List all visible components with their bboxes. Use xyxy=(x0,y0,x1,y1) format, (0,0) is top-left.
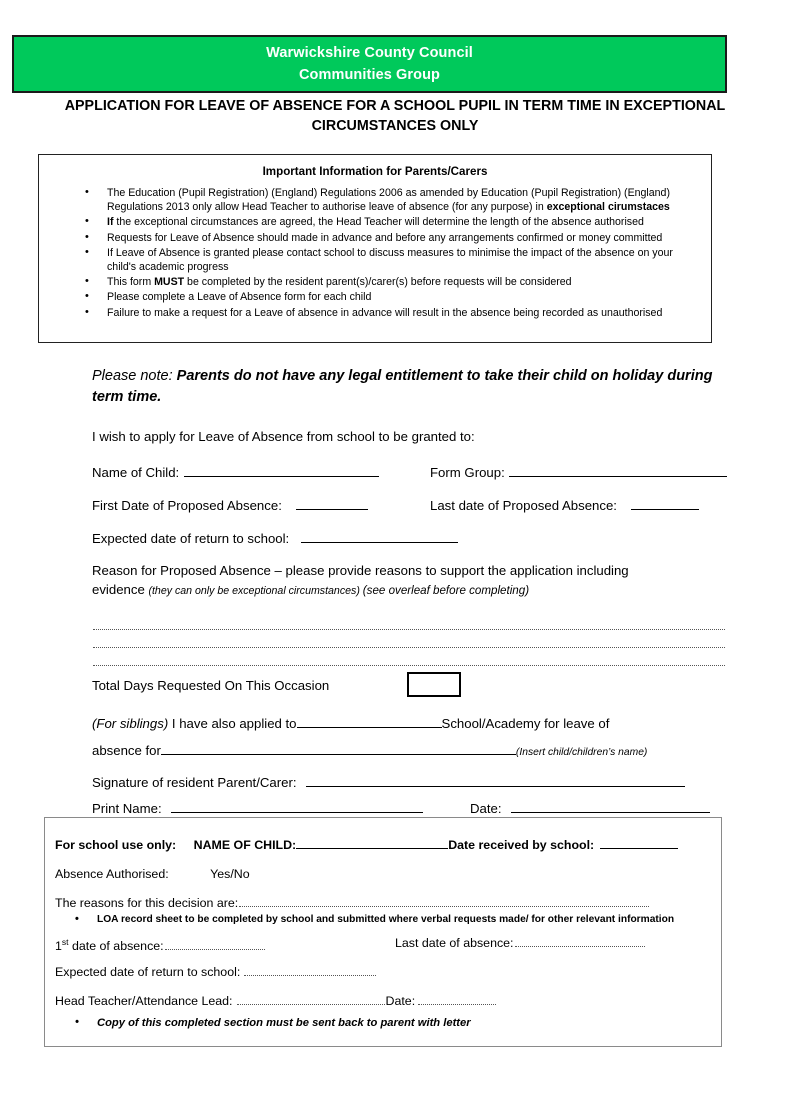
field-form-group xyxy=(430,463,728,482)
dotted-write-line[interactable] xyxy=(93,630,725,648)
reason-line-2-main: evidence xyxy=(92,581,149,597)
field-name-of-child xyxy=(92,463,380,482)
reason-for-absence-prompt xyxy=(92,562,717,600)
school-last-date-input[interactable] xyxy=(515,934,645,947)
school-expected-return-label: Expected date of return to school: xyxy=(55,965,241,979)
total-days-label: Total Days Requested On This Occasion xyxy=(92,678,330,693)
school-last-date-row xyxy=(395,934,646,952)
print-name-label: Print Name: xyxy=(92,801,162,816)
bullet-pre: Please complete a Leave of Absence form for each child xyxy=(107,291,372,304)
last-date-input[interactable] xyxy=(631,496,699,510)
list-item xyxy=(85,215,695,229)
first-date-label: First Date of Proposed Absence: xyxy=(92,498,282,513)
list-item xyxy=(85,306,695,320)
field-last-date-of-absence xyxy=(430,496,700,515)
school-last-date-label: Last date of absence: xyxy=(395,936,514,950)
school-name-of-child-input[interactable] xyxy=(296,835,448,849)
bullet-pre: Failure to make a request for a Leave of absence in advance will result in the absence being recorded as unauthorised xyxy=(107,306,663,319)
signature-input[interactable] xyxy=(306,773,685,787)
dotted-write-line[interactable] xyxy=(93,612,725,630)
bullet-pre: Requests for Leave of Absence should made in advance and before any arrangements confirmed or money committed xyxy=(107,231,663,244)
field-first-date-of-absence xyxy=(92,496,369,515)
application-intro-text: I wish to apply for Leave of Absence from school to be granted to: xyxy=(92,429,475,444)
expected-return-input[interactable] xyxy=(301,529,458,543)
decision-reasons-label: The reasons for this decision are: xyxy=(55,896,239,910)
head-teacher-label: Head Teacher/Attendance Lead: xyxy=(55,994,233,1008)
important-information-list xyxy=(39,186,711,320)
print-name-input[interactable] xyxy=(171,799,423,813)
field-absence-for xyxy=(92,741,647,762)
date-label: Date: xyxy=(470,801,502,816)
form-group-label: Form Group: xyxy=(430,465,505,480)
bullet-bold: MUST xyxy=(154,276,185,289)
bullet-bold: exceptional cirumstaces xyxy=(546,201,670,214)
date-received-label: Date received by school: xyxy=(448,838,595,852)
please-note-lead: Please note: xyxy=(92,368,177,384)
absence-for-hint: (Insert child/children’s name) xyxy=(515,747,648,758)
field-print-name xyxy=(92,799,424,818)
school-use-header-row xyxy=(55,835,679,854)
school-expected-return-row xyxy=(55,963,377,981)
head-teacher-input[interactable] xyxy=(237,992,385,1005)
field-signature xyxy=(92,773,686,792)
absence-authorised-label: Absence Authorised: xyxy=(55,867,169,881)
list-item xyxy=(85,186,695,214)
name-of-child-input[interactable] xyxy=(184,463,379,477)
decision-reasons-input[interactable] xyxy=(239,894,649,907)
list-item xyxy=(85,275,695,289)
reason-line-2-small: (they can only be exceptional circumstances) xyxy=(148,584,363,597)
school-expected-return-input[interactable] xyxy=(244,963,376,976)
important-information-title: Important Information for Parents/Carers xyxy=(262,165,488,178)
please-note-paragraph xyxy=(92,366,732,408)
banner-council-name: Warwickshire County Council xyxy=(266,45,473,61)
name-of-child-label: Name of Child: xyxy=(92,465,180,480)
for-siblings-label: (For siblings) xyxy=(92,716,169,731)
school-use-only-box xyxy=(44,817,722,1047)
please-note-bold: Parents do not have any legal entitlement to take their child on holiday during term time. xyxy=(92,368,713,405)
decision-reasons-row xyxy=(55,894,650,912)
bullet-post: be completed by the resident parent(s)/carer(s) before requests will be considered xyxy=(184,276,572,289)
head-teacher-date-label: Date: xyxy=(385,994,416,1008)
bullet-pre: If Leave of Absence is granted please contact school to discuss measures to minimise the impact of the absence on your child's academic progress xyxy=(107,246,673,274)
loa-record-note: • LOA record sheet to be completed by school and submitted where verbal requests made/ for other relevant information xyxy=(97,913,674,927)
absence-authorised-row xyxy=(55,866,250,883)
bullet-post: the exceptional circumstances are agreed, the Head Teacher will determine the length of the absence authorised xyxy=(113,216,644,229)
reason-line-2-mid: (see overleaf before completing) xyxy=(362,583,530,597)
date-input[interactable] xyxy=(511,799,710,813)
absence-authorised-options[interactable]: Yes/No xyxy=(210,867,250,881)
school-first-date-input[interactable] xyxy=(165,937,265,950)
bullet-bold: If xyxy=(107,216,114,229)
siblings-text: I have also applied to xyxy=(168,716,297,731)
important-information-box xyxy=(38,154,712,343)
field-date xyxy=(470,799,711,818)
dotted-write-line[interactable] xyxy=(93,648,725,666)
expected-return-label: Expected date of return to school: xyxy=(92,531,290,546)
absence-for-input[interactable] xyxy=(161,741,516,755)
form-group-input[interactable] xyxy=(509,463,727,477)
ordinal-suffix: st xyxy=(61,937,69,947)
siblings-tail: School/Academy for leave of xyxy=(441,716,610,731)
field-sibling-school xyxy=(92,714,609,733)
reason-line-1: Reason for Proposed Absence – please provide reasons to support the application including xyxy=(92,563,629,578)
absence-for-label: absence for xyxy=(92,743,161,758)
page-title: APPLICATION FOR LEAVE OF ABSENCE FOR A SCHOOL PUPIL IN TERM TIME IN EXCEPTIONAL CIRCUMSTANCES ONLY xyxy=(64,98,726,134)
bullet-pre: The Education (Pupil Registration) (England) Regulations 2006 as amended by Education (Pupil Registration) (England) Regulations 2013 only allow Head Teacher to authorise leave of absence (for any purpose) in xyxy=(107,187,670,214)
total-days-input[interactable] xyxy=(407,672,461,697)
list-item xyxy=(85,246,695,274)
list-item xyxy=(85,231,695,245)
field-expected-return xyxy=(92,529,459,548)
school-name-of-child-label: NAME OF CHILD: xyxy=(193,838,297,852)
copy-back-to-parent-note: • Copy of this completed section must be sent back to parent with letter xyxy=(97,1016,471,1030)
signature-label: Signature of resident Parent/Carer: xyxy=(92,775,297,790)
first-date-input[interactable] xyxy=(296,496,368,510)
date-received-input[interactable] xyxy=(600,835,678,849)
school-first-date-label: 1st date of absence: xyxy=(55,937,164,954)
sibling-school-input[interactable] xyxy=(297,714,442,728)
reason-for-absence-input[interactable] xyxy=(93,612,725,666)
school-first-date-row xyxy=(55,934,266,955)
head-teacher-date-input[interactable] xyxy=(418,992,496,1005)
school-use-heading: For school use only: xyxy=(55,838,177,852)
banner-group-name: Communities Group xyxy=(298,67,441,83)
head-teacher-row xyxy=(55,992,497,1010)
last-date-label: Last date of Proposed Absence: xyxy=(430,498,617,513)
list-item xyxy=(85,290,695,304)
bullet-pre: This form xyxy=(107,276,155,289)
header-banner xyxy=(12,35,727,93)
